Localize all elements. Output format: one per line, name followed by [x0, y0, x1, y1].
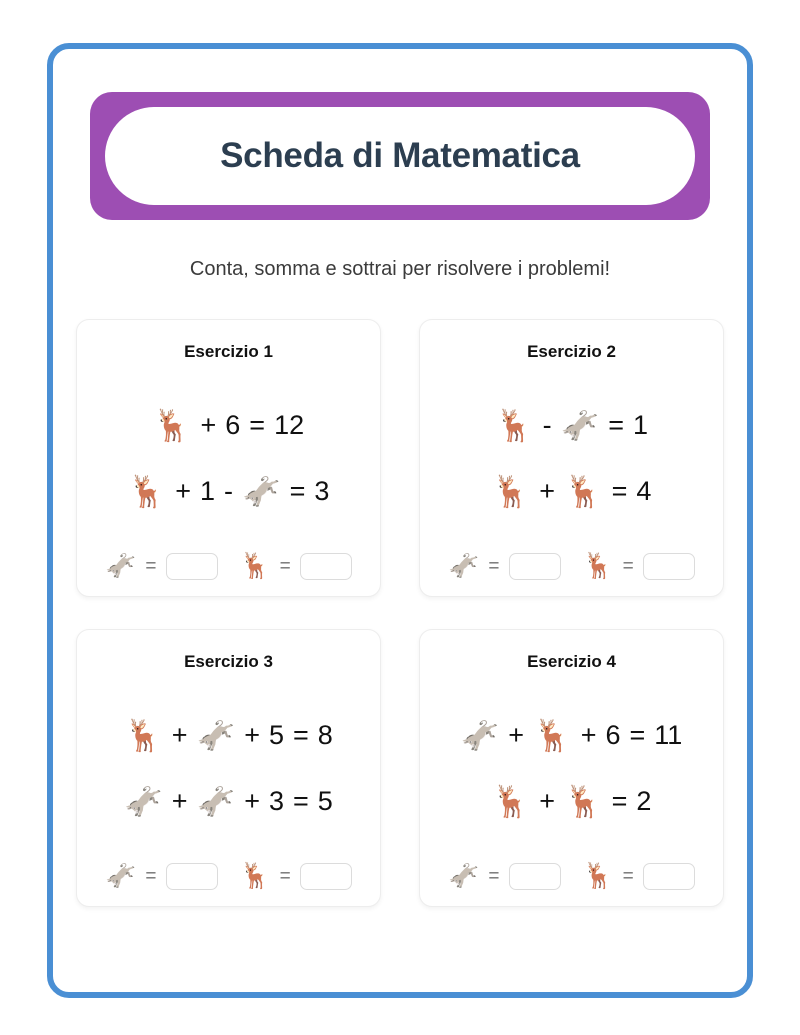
deer-icon: 🦌: [491, 784, 531, 819]
plus-operator: +: [200, 410, 217, 440]
answer-row: [91, 863, 366, 890]
equals-operator: =: [488, 555, 500, 577]
donkey-icon: 🫏: [448, 552, 480, 580]
answer-pair: [448, 553, 560, 580]
equation-number: 4: [636, 476, 652, 506]
donkey-icon: 🫏: [460, 718, 500, 753]
equation-row: [91, 707, 366, 765]
answer-pair: [240, 553, 352, 580]
answer-pair: [105, 553, 217, 580]
equation-list: [91, 678, 366, 859]
answer-input-box[interactable]: [166, 553, 218, 580]
deer-icon: 🦌: [124, 718, 163, 753]
page-title: Scheda di Matematica: [220, 136, 580, 175]
equals-operator: =: [249, 410, 266, 440]
minus-operator: -: [224, 476, 233, 506]
deer-icon: 🦌: [533, 718, 572, 753]
equals-operator: =: [145, 555, 157, 577]
equation-row: [434, 707, 709, 765]
deer-icon: 🦌: [494, 408, 534, 443]
equation-number: 5: [268, 720, 284, 750]
exercise-title: Esercizio 1: [184, 342, 273, 361]
equation-number: 3: [268, 786, 284, 816]
deer-icon: 🦌: [152, 408, 192, 443]
equation-list: [91, 368, 366, 549]
answer-pair: [583, 863, 695, 890]
equation-number: 5: [317, 786, 333, 816]
equals-operator: =: [293, 786, 309, 816]
answer-pair: [240, 863, 352, 890]
equation-number: 6: [605, 720, 621, 750]
equals-operator: =: [289, 476, 306, 506]
plus-operator: +: [171, 786, 188, 816]
title-banner: [90, 92, 710, 220]
equation-row: [91, 463, 366, 521]
plus-operator: +: [244, 786, 260, 816]
exercise-card: [419, 629, 724, 907]
equation-list: [434, 368, 709, 549]
equation-row: [91, 397, 366, 455]
page-subtitle: Conta, somma e sottrai per risolvere i problemi!: [189, 258, 611, 280]
donkey-icon: 🫏: [242, 474, 281, 509]
equals-operator: =: [622, 865, 634, 887]
equation-number: 8: [317, 720, 333, 750]
equation-row: [434, 397, 709, 455]
donkey-icon: 🫏: [124, 784, 163, 819]
answer-pair: [105, 863, 217, 890]
answer-input-box[interactable]: [300, 553, 352, 580]
donkey-icon: 🫏: [105, 862, 137, 890]
title-banner-inner: [105, 107, 695, 205]
worksheet-content: [66, 62, 734, 980]
plus-operator: +: [580, 720, 597, 750]
equation-number: 1: [632, 410, 649, 440]
answer-input-box[interactable]: [643, 553, 695, 580]
answer-row: [91, 553, 366, 580]
exercise-grid: [90, 319, 710, 907]
equation-list: [434, 678, 709, 859]
answer-input-box[interactable]: [509, 863, 561, 890]
minus-operator: -: [542, 410, 552, 440]
deer-icon: 🦌: [239, 862, 271, 890]
answer-input-box[interactable]: [300, 863, 352, 890]
donkey-icon: 🫏: [560, 408, 600, 443]
exercise-card: [76, 629, 381, 907]
answer-input-box[interactable]: [509, 553, 561, 580]
deer-icon: 🦌: [563, 784, 603, 819]
plus-operator: +: [244, 720, 260, 750]
equation-number: 6: [225, 410, 241, 440]
equation-row: [434, 773, 709, 831]
answer-pair: [448, 863, 560, 890]
equation-number: 3: [314, 476, 330, 506]
answer-row: [434, 863, 709, 890]
equation-number: 12: [274, 410, 305, 440]
equals-operator: =: [622, 555, 634, 577]
equals-operator: =: [279, 555, 291, 577]
plus-operator: +: [175, 476, 191, 506]
plus-operator: +: [539, 476, 555, 506]
donkey-icon: 🫏: [105, 552, 137, 580]
equals-operator: =: [279, 865, 291, 887]
exercise-card: [76, 319, 381, 597]
deer-icon: 🦌: [239, 552, 271, 580]
equals-operator: =: [145, 865, 157, 887]
donkey-icon: 🫏: [196, 718, 236, 753]
plus-operator: +: [539, 786, 555, 816]
deer-icon: 🦌: [582, 552, 614, 580]
plus-operator: +: [508, 720, 525, 750]
exercise-title: Esercizio 3: [184, 652, 273, 671]
equation-row: [434, 463, 709, 521]
donkey-icon: 🫏: [196, 784, 236, 819]
answer-row: [434, 553, 709, 580]
exercise-title: Esercizio 4: [527, 652, 616, 671]
answer-pair: [583, 553, 695, 580]
answer-input-box[interactable]: [166, 863, 218, 890]
deer-icon: 🦌: [563, 474, 603, 509]
equals-operator: =: [611, 476, 628, 506]
plus-operator: +: [171, 720, 188, 750]
answer-input-box[interactable]: [643, 863, 695, 890]
equals-operator: =: [611, 786, 628, 816]
equation-number: 1: [199, 476, 215, 506]
deer-icon: 🦌: [491, 474, 531, 509]
exercise-title: Esercizio 2: [527, 342, 616, 361]
equation-row: [91, 773, 366, 831]
deer-icon: 🦌: [582, 862, 614, 890]
equation-number: 11: [654, 720, 683, 750]
equals-operator: =: [608, 410, 624, 440]
donkey-icon: 🫏: [448, 862, 480, 890]
equation-number: 2: [636, 786, 652, 816]
equals-operator: =: [293, 720, 309, 750]
deer-icon: 🦌: [127, 474, 167, 509]
exercise-card: [419, 319, 724, 597]
equals-operator: =: [629, 720, 646, 750]
equals-operator: =: [488, 865, 500, 887]
